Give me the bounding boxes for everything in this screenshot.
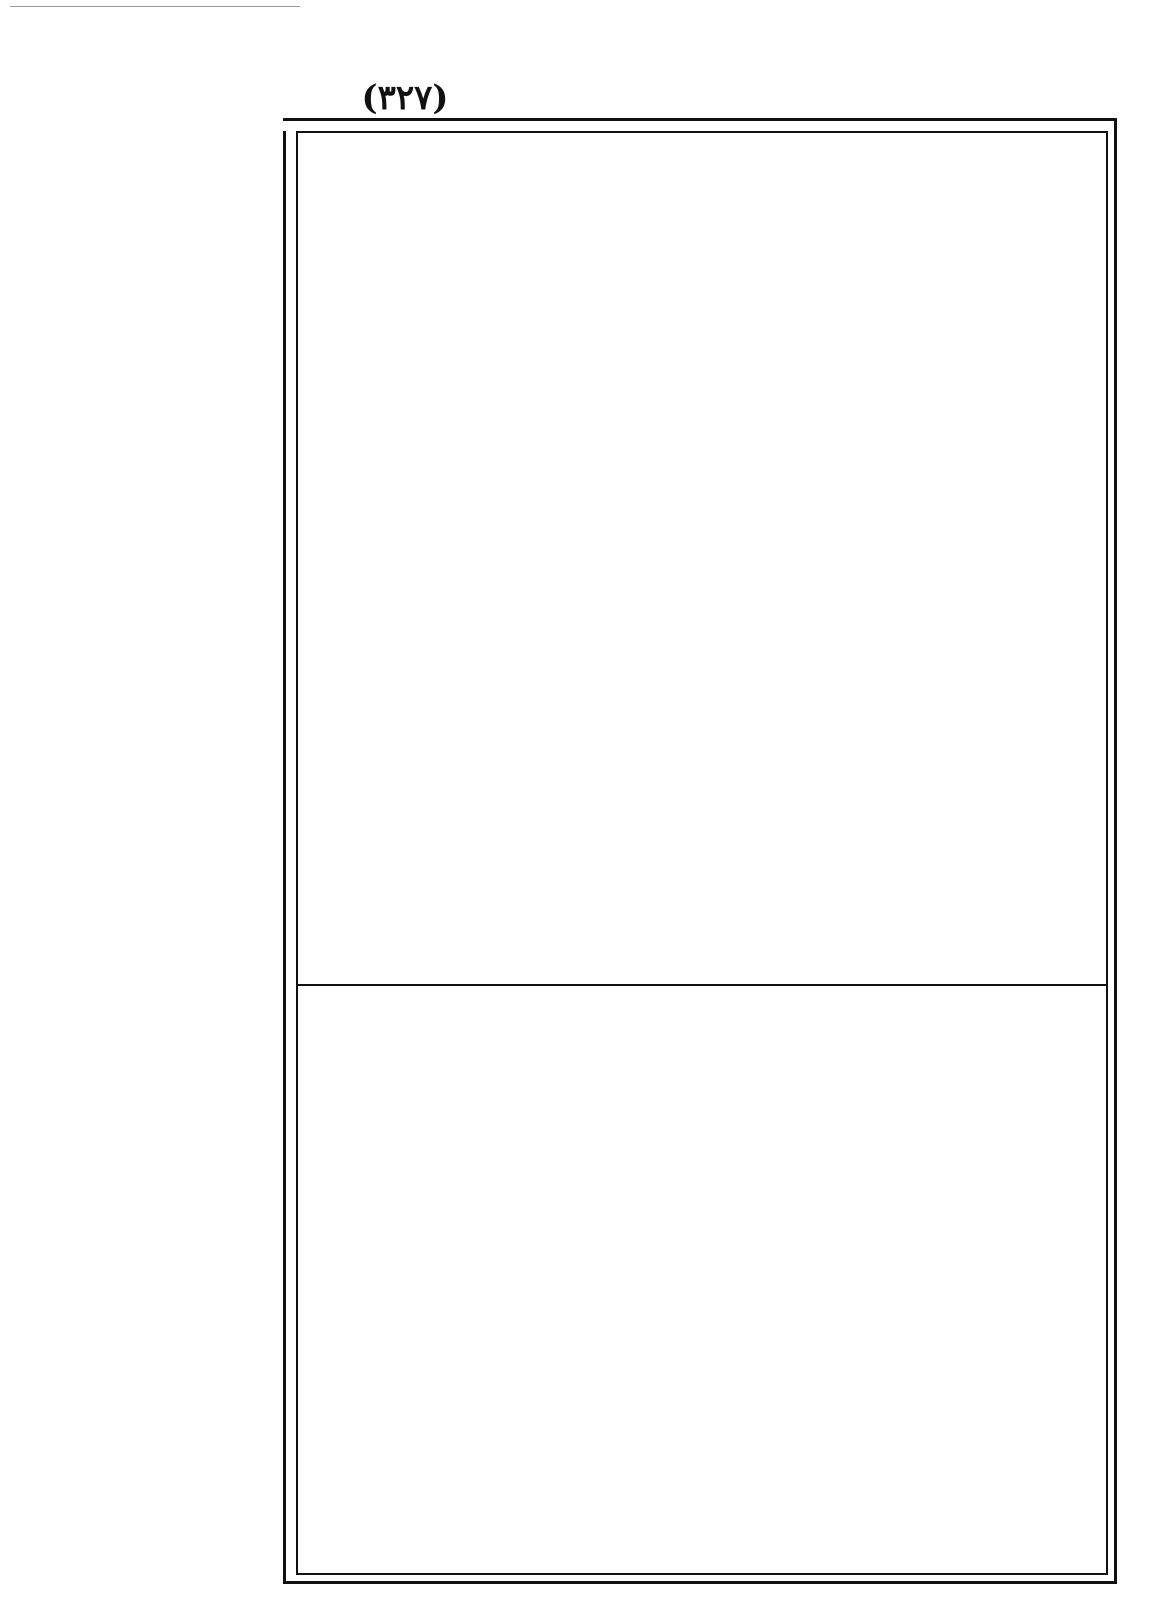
outer-frame-bottom-rule bbox=[283, 1581, 1117, 1584]
upper-commentary bbox=[306, 140, 1100, 978]
margin-commentary bbox=[62, 140, 272, 1440]
section-divider bbox=[298, 984, 1106, 986]
top-edge-rule bbox=[10, 6, 300, 7]
page-number: (٣٢٧) bbox=[361, 78, 449, 118]
lower-commentary bbox=[306, 992, 1100, 1568]
outer-frame-left-rule bbox=[283, 131, 286, 1584]
